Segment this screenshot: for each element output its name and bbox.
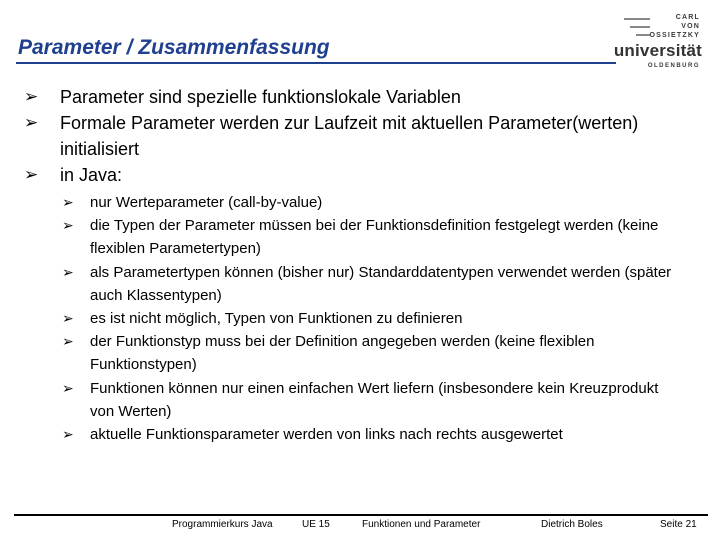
main-bullet-list — [24, 84, 704, 188]
arrow-bullet-icon: ➢ — [62, 310, 74, 327]
arrow-bullet-icon: ➢ — [62, 426, 74, 443]
bullet-text: Parameter sind spezielle funktionslokale Variablen — [60, 87, 461, 107]
sub-bullet-text: als Parametertypen können (bisher nur) Standarddatentypen verwendet werden (später auch Klassentypen) — [90, 263, 672, 304]
footer-course: Programmierkurs Java — [172, 519, 273, 530]
bullet-text: Formale Parameter werden zur Laufzeit mit aktuellen Parameter(werten) initialisiert — [60, 113, 639, 159]
university-logo — [613, 14, 708, 78]
sub-bullet-list — [62, 191, 682, 446]
sub-bullet-text: es ist nicht möglich, Typen von Funktionen zu definieren — [90, 310, 463, 328]
logo-university-name: universität — [613, 41, 702, 60]
logo-line-carl: CARL — [675, 14, 700, 21]
sub-bullet-item — [62, 423, 682, 446]
title-underline — [16, 62, 616, 64]
bullet-item — [24, 162, 704, 188]
sub-bullet-item — [62, 261, 682, 307]
arrow-bullet-icon: ➢ — [62, 263, 74, 280]
arrow-bullet-icon: ➢ — [24, 165, 39, 184]
sub-bullet-text: Funktionen können nur einen einfachen Wert liefern (insbesondere kein Kreuzprodukt von Werten) — [90, 379, 659, 420]
arrow-bullet-icon: ➢ — [62, 194, 74, 210]
footer-unit: UE 15 — [302, 519, 330, 530]
arrow-bullet-icon: ➢ — [24, 87, 39, 106]
sub-bullet-text: die Typen der Parameter müssen bei der Funktionsdefinition festgelegt werden (keine flexiblen Parametertypen) — [90, 217, 659, 258]
logo-city: OLDENBURG — [647, 63, 700, 69]
sub-bullet-item — [62, 307, 682, 330]
arrow-bullet-icon: ➢ — [62, 379, 74, 396]
sub-bullet-item — [62, 191, 682, 214]
logo-line-von: VON — [681, 23, 700, 30]
footer-page-number: Seite 21 — [660, 519, 697, 530]
sub-bullet-item — [62, 377, 682, 423]
arrow-bullet-icon: ➢ — [62, 333, 74, 350]
arrow-bullet-icon: ➢ — [24, 113, 39, 132]
sub-bullet-text: aktuelle Funktionsparameter werden von links nach rechts ausgewertet — [90, 426, 563, 444]
arrow-bullet-icon: ➢ — [62, 217, 74, 234]
bullet-text: in Java: — [60, 165, 123, 185]
footer-author: Dietrich Boles — [541, 519, 603, 530]
bullet-item — [24, 110, 704, 162]
slide-title: Parameter / Zusammenfassung — [18, 36, 330, 59]
sub-bullet-text: der Funktionstyp muss bei der Definition angegeben werden (keine flexiblen Funktionstypen) — [90, 333, 595, 374]
bullet-item — [24, 84, 704, 110]
logo-lines-icon — [622, 18, 650, 42]
footer-divider — [14, 514, 708, 516]
sub-bullet-item — [62, 330, 682, 376]
logo-line-ossietzky: OSSIETZKY — [649, 32, 700, 39]
sub-bullet-item — [62, 214, 682, 260]
footer-topic: Funktionen und Parameter — [362, 519, 481, 530]
sub-bullet-text: nur Werteparameter (call-by-value) — [90, 194, 323, 211]
